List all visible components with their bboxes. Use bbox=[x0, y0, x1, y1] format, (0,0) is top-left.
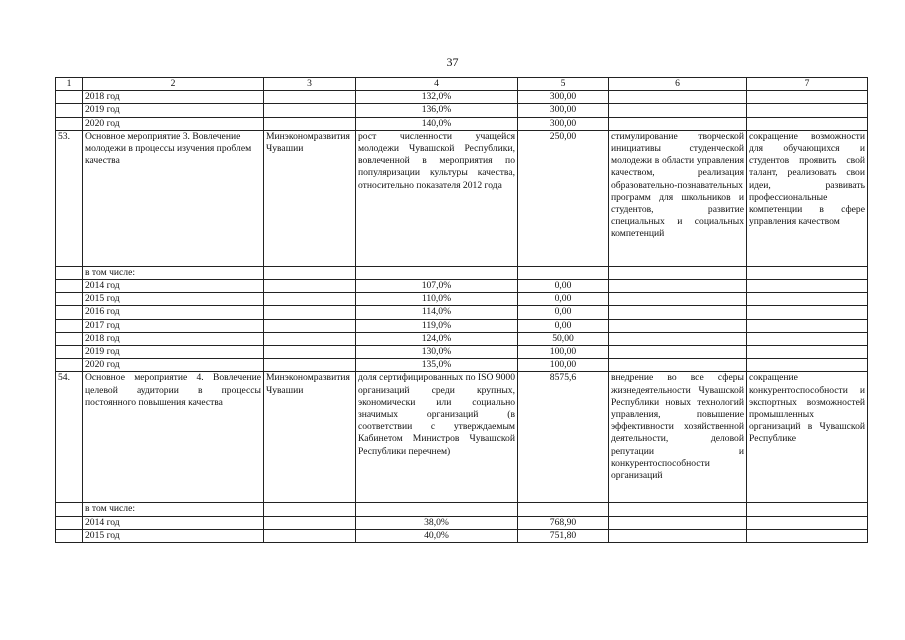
table-row bbox=[56, 293, 868, 306]
year-cell: 2015 год bbox=[83, 529, 264, 542]
table-row bbox=[56, 117, 868, 130]
table-row bbox=[56, 280, 868, 293]
percent-cell: 40,0% bbox=[356, 529, 518, 542]
table-row bbox=[56, 332, 868, 345]
amount-cell: 100,00 bbox=[518, 359, 609, 372]
header-cell: 1 bbox=[56, 78, 83, 91]
table-row bbox=[56, 104, 868, 117]
header-cell: 6 bbox=[609, 78, 747, 91]
executor-cell: Минэкономразвития Чувашии bbox=[264, 130, 356, 266]
year-cell: 2017 год bbox=[83, 319, 264, 332]
percent-cell: 140,0% bbox=[356, 117, 518, 130]
effect-cell: сокращение конкурентоспособности и экспортных возможностей промышленных организаций в Чувашской Республике bbox=[747, 372, 868, 503]
year-cell: 2014 год bbox=[83, 280, 264, 293]
year-cell: 2015 год bbox=[83, 293, 264, 306]
activity-name: Основное мероприятие 3. Вовлечение молодежи в процессы изучения проблем качества bbox=[83, 130, 264, 266]
including-label: в том числе: bbox=[83, 266, 264, 279]
table-row bbox=[56, 359, 868, 372]
program-table bbox=[55, 77, 868, 543]
year-cell: 2016 год bbox=[83, 306, 264, 319]
header-cell: 7 bbox=[747, 78, 868, 91]
amount-cell: 300,00 bbox=[518, 104, 609, 117]
amount-cell: 0,00 bbox=[518, 293, 609, 306]
year-cell: 2020 год bbox=[83, 117, 264, 130]
activity-row-54 bbox=[56, 372, 868, 503]
table-row bbox=[56, 503, 868, 516]
amount-cell: 768,90 bbox=[518, 516, 609, 529]
executor-cell: Минэкономразвития Чувашии bbox=[264, 372, 356, 503]
amount-cell: 0,00 bbox=[518, 319, 609, 332]
row-number: 53. bbox=[56, 130, 83, 266]
amount-cell: 250,00 bbox=[518, 130, 609, 266]
percent-cell: 132,0% bbox=[356, 91, 518, 104]
table-header-row bbox=[56, 78, 868, 91]
amount-cell: 300,00 bbox=[518, 117, 609, 130]
year-cell: 2018 год bbox=[83, 332, 264, 345]
amount-cell: 100,00 bbox=[518, 346, 609, 359]
row-number: 54. bbox=[56, 372, 83, 503]
table-row bbox=[56, 319, 868, 332]
table-row bbox=[56, 529, 868, 542]
table-row bbox=[56, 516, 868, 529]
percent-cell: 38,0% bbox=[356, 516, 518, 529]
year-cell: 2020 год bbox=[83, 359, 264, 372]
amount-cell: 300,00 bbox=[518, 91, 609, 104]
table-row bbox=[56, 306, 868, 319]
percent-cell: 124,0% bbox=[356, 332, 518, 345]
activity-name: Основное мероприятие 4. Вовлечение целевой аудитории в процессы постоянного повышения качества bbox=[83, 372, 264, 503]
indicator-cell: доля сертифицированных по ISO 9000 организаций среди крупных, экономически или социально значимых организаций (в соответствии с утверждаемым Кабинетом Министров Чувашской Республики перечнем) bbox=[356, 372, 518, 503]
amount-cell: 0,00 bbox=[518, 306, 609, 319]
header-cell: 2 bbox=[83, 78, 264, 91]
percent-cell: 119,0% bbox=[356, 319, 518, 332]
including-label: в том числе: bbox=[83, 503, 264, 516]
amount-cell: 50,00 bbox=[518, 332, 609, 345]
header-cell: 5 bbox=[518, 78, 609, 91]
percent-cell: 130,0% bbox=[356, 346, 518, 359]
percent-cell: 136,0% bbox=[356, 104, 518, 117]
year-cell: 2018 год bbox=[83, 91, 264, 104]
year-cell: 2019 год bbox=[83, 346, 264, 359]
effect-cell: сокращение возможности для обучающихся и студентов проявить свой талант, реализовать свои идеи, развивать профессиональные компетенции в сфере управления качеством bbox=[747, 130, 868, 266]
percent-cell: 107,0% bbox=[356, 280, 518, 293]
year-cell: 2014 год bbox=[83, 516, 264, 529]
amount-cell: 751,80 bbox=[518, 529, 609, 542]
activity-row-53 bbox=[56, 130, 868, 266]
table-row bbox=[56, 346, 868, 359]
page-number: 37 bbox=[446, 55, 459, 69]
header-cell: 3 bbox=[264, 78, 356, 91]
percent-cell: 110,0% bbox=[356, 293, 518, 306]
table-row bbox=[56, 91, 868, 104]
result-cell: внедрение во все сферы жизнедеятельности Чувашской Республики новых технологий управления, повышение эффективности хозяйственной деятельности, деловой репутации и конкурентоспособности организаций bbox=[609, 372, 747, 503]
table-row bbox=[56, 266, 868, 279]
header-cell: 4 bbox=[356, 78, 518, 91]
result-cell: стимулирование творческой инициативы студенческой молодежи в области управления качеством, реализация образовательно-познавательных программ для школьников и студентов, развитие специальных и социальных компетенций bbox=[609, 130, 747, 266]
amount-cell: 0,00 bbox=[518, 280, 609, 293]
percent-cell: 135,0% bbox=[356, 359, 518, 372]
percent-cell: 114,0% bbox=[356, 306, 518, 319]
year-cell: 2019 год bbox=[83, 104, 264, 117]
amount-cell: 8575,6 bbox=[518, 372, 609, 503]
indicator-cell: рост численности учащейся молодежи Чувашской Республики, вовлеченной в мероприятия по популяризации культуры качества, относительно показателя 2012 года bbox=[356, 130, 518, 266]
